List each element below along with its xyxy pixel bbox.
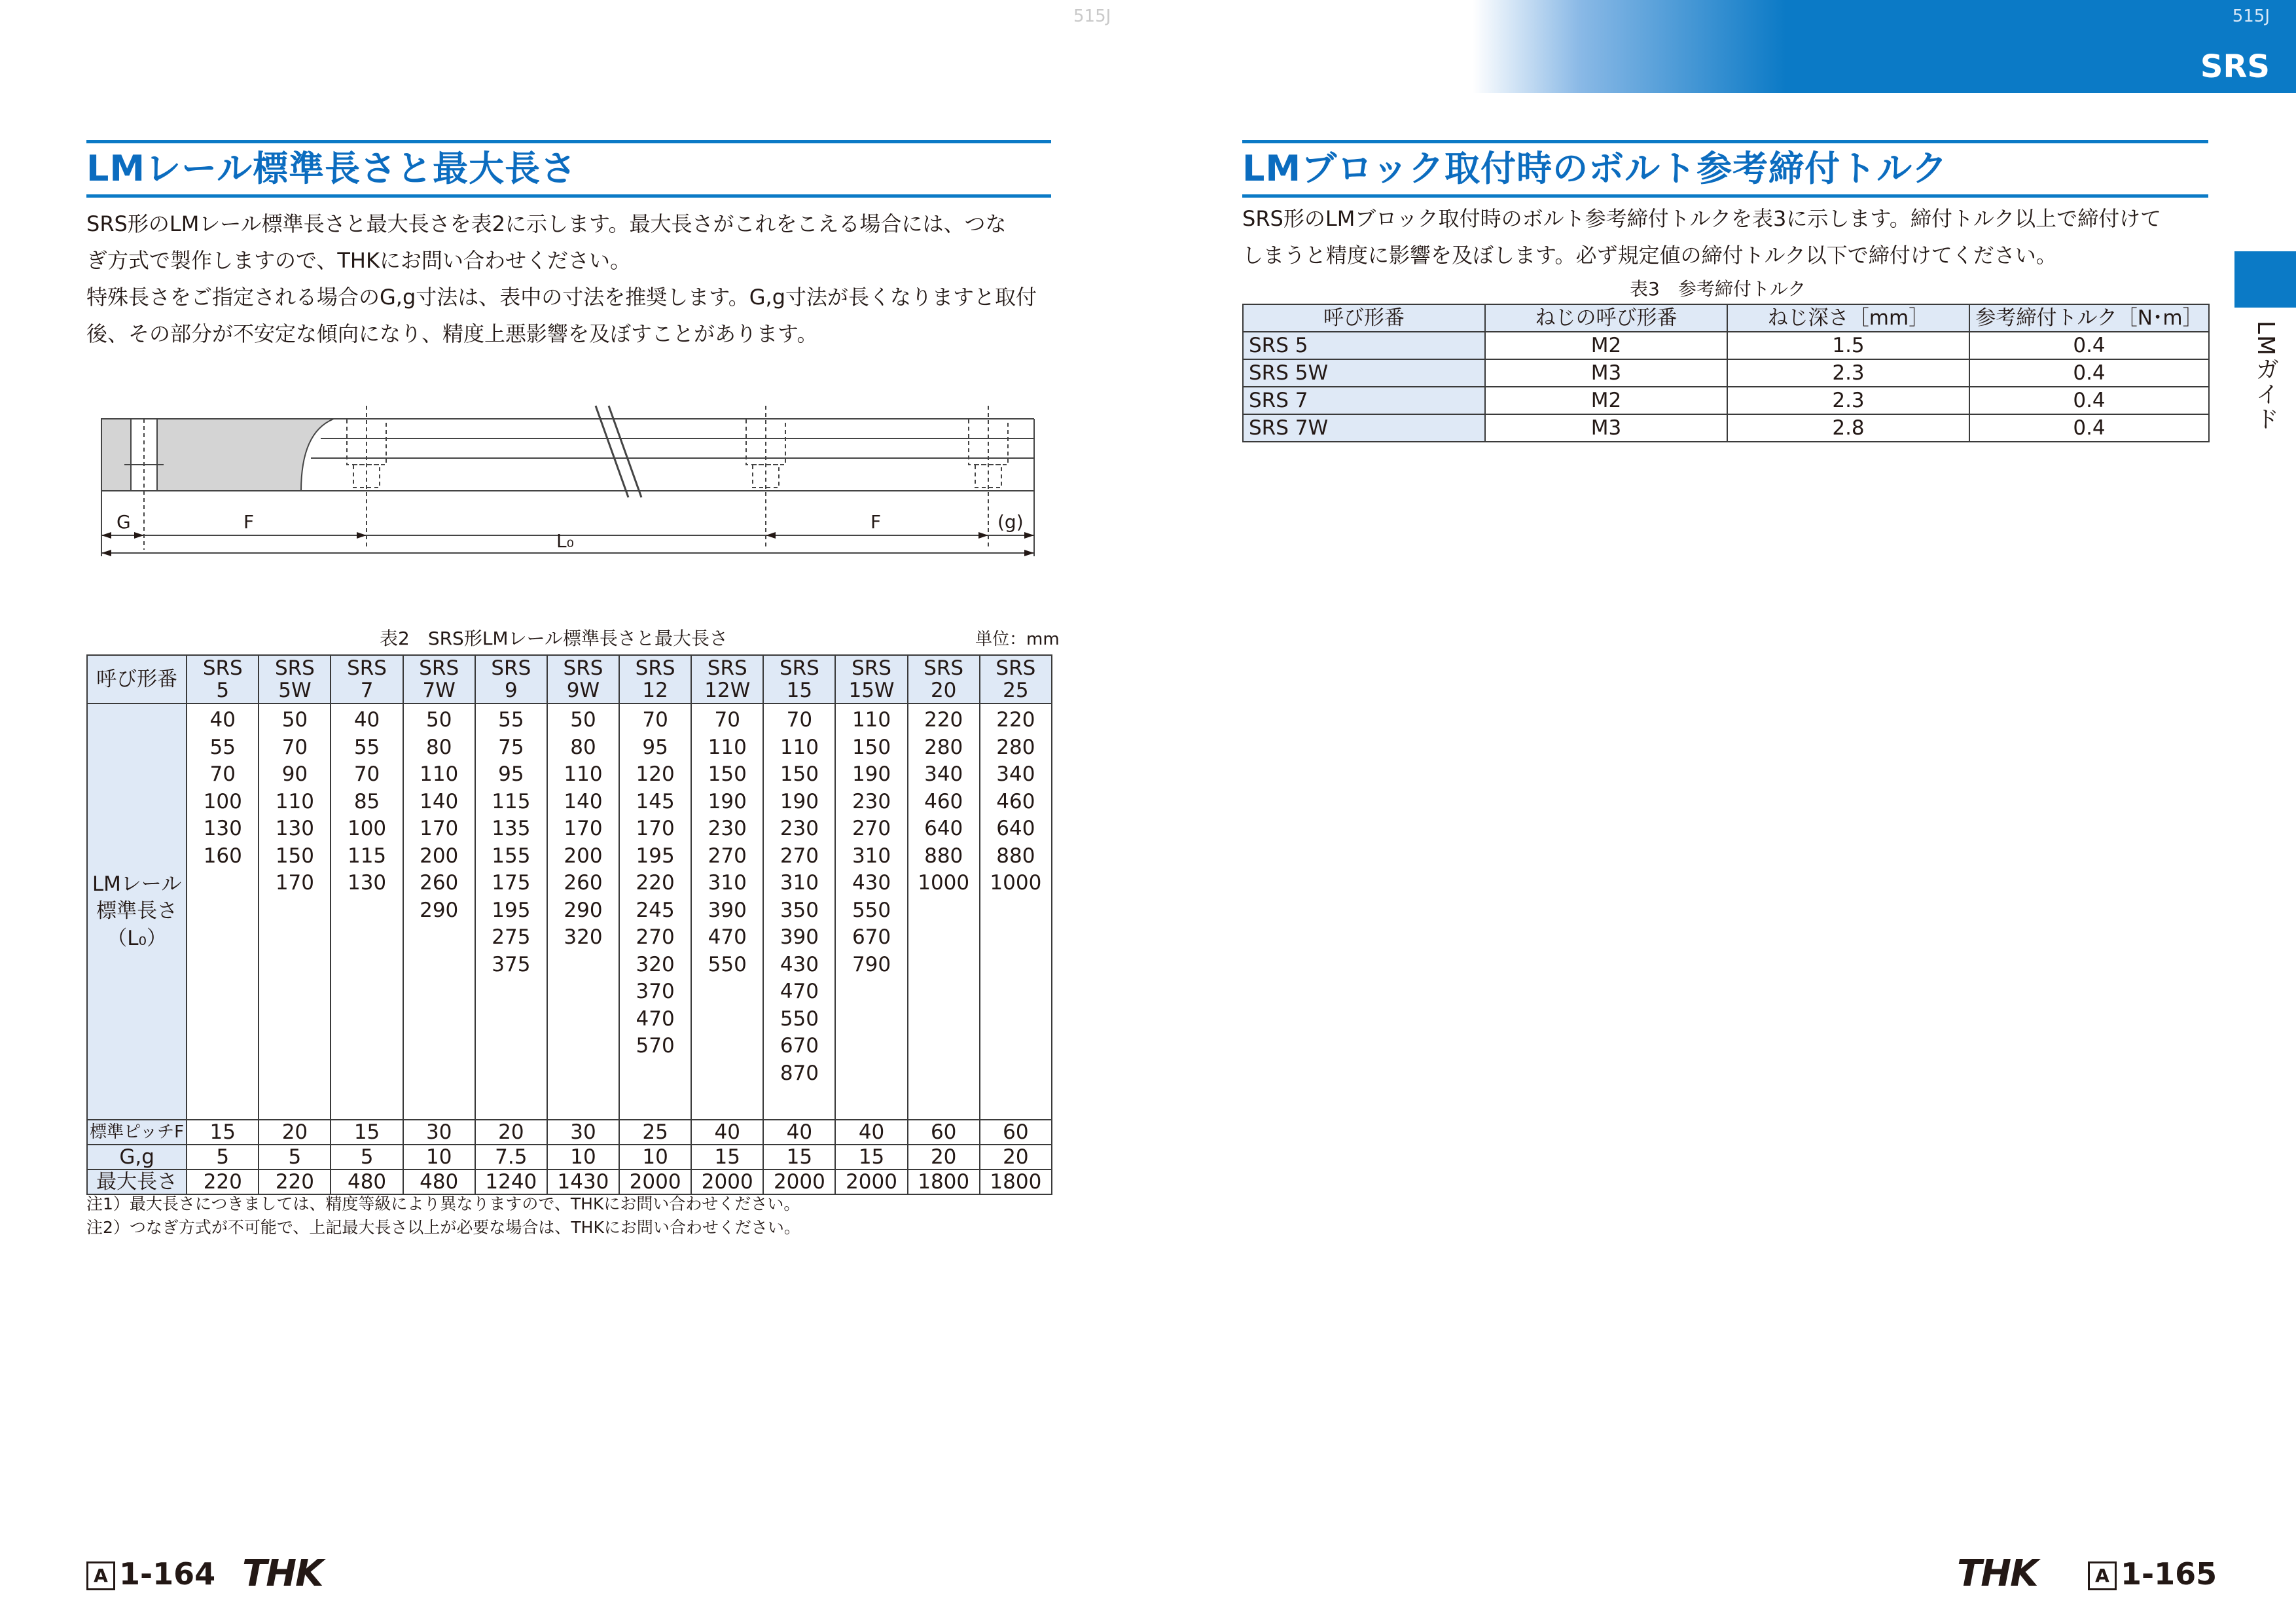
length-value: 95 xyxy=(642,735,668,759)
length-value: 110 xyxy=(708,735,747,759)
length-value: 190 xyxy=(852,762,891,786)
model-header: SRS 7W xyxy=(403,655,475,704)
gg-cell: 15 xyxy=(763,1145,835,1169)
length-value: 120 xyxy=(636,762,675,786)
length-values-cell xyxy=(259,704,331,1120)
length-value: 170 xyxy=(636,817,675,840)
length-value: 260 xyxy=(564,871,603,895)
max-cell: 220 xyxy=(259,1169,331,1194)
length-value: 670 xyxy=(780,1034,819,1058)
max-cell: 2000 xyxy=(619,1169,691,1194)
gg-row-label: G,g xyxy=(87,1145,187,1169)
gg-cell: 10 xyxy=(547,1145,619,1169)
page-code-right: 515J xyxy=(2232,7,2270,26)
max-cell: 1430 xyxy=(547,1169,619,1194)
length-value: 70 xyxy=(353,762,380,786)
length-value: 130 xyxy=(203,817,242,840)
length-value: 270 xyxy=(636,925,675,949)
length-values-cell xyxy=(331,704,403,1120)
length-value: 640 xyxy=(924,817,963,840)
length-value: 90 xyxy=(281,762,308,786)
model-cell: SRS 7 xyxy=(1243,387,1485,414)
length-value: 55 xyxy=(209,735,236,759)
side-tab-label: LMガイド xyxy=(2252,321,2279,432)
torque-cell: 0.4 xyxy=(1969,414,2209,442)
header-band xyxy=(1473,0,2296,93)
length-value: 340 xyxy=(996,762,1035,786)
table-row xyxy=(1243,414,2209,442)
length-value: 640 xyxy=(996,817,1035,840)
max-cell: 1800 xyxy=(980,1169,1052,1194)
length-value: 270 xyxy=(708,844,747,868)
length-value: 310 xyxy=(780,871,819,895)
max-cell: 2000 xyxy=(763,1169,835,1194)
left-page-number: A 1-164 xyxy=(86,1556,215,1592)
right-paragraph-line: しまうと精度に影響を及ぼします。必ず規定値の締付トルク以下で締付けてください。 xyxy=(1242,243,2057,268)
max-cell: 1240 xyxy=(475,1169,547,1194)
length-value: 260 xyxy=(420,871,459,895)
length-value: 550 xyxy=(780,1007,819,1031)
length-value: 200 xyxy=(564,844,603,868)
length-value: 130 xyxy=(347,871,387,895)
length-value: 310 xyxy=(708,871,747,895)
side-tab-marker xyxy=(2234,251,2296,308)
screw-cell: M3 xyxy=(1485,359,1727,387)
depth-cell: 1.5 xyxy=(1727,332,1969,359)
model-header: SRS 20 xyxy=(908,655,980,704)
gg-cell: 10 xyxy=(619,1145,691,1169)
length-value: 570 xyxy=(636,1034,675,1058)
pitch-cell: 15 xyxy=(331,1120,403,1145)
max-cell: 480 xyxy=(403,1169,475,1194)
length-values-cell xyxy=(403,704,475,1120)
length-value: 140 xyxy=(420,789,459,813)
table3-torque xyxy=(1242,304,2210,442)
pitch-cell: 15 xyxy=(187,1120,259,1145)
thk-logo-left: THK xyxy=(242,1552,323,1595)
length-value: 230 xyxy=(780,817,819,840)
length-value: 110 xyxy=(780,735,819,759)
length-value: 470 xyxy=(708,925,747,949)
pitch-cell: 30 xyxy=(547,1120,619,1145)
length-value: 290 xyxy=(420,898,459,922)
model-header: SRS 15 xyxy=(763,655,835,704)
length-value: 55 xyxy=(353,735,380,759)
length-value: 460 xyxy=(924,789,963,813)
length-value: 230 xyxy=(708,817,747,840)
length-value: 1000 xyxy=(990,871,1042,895)
screw-cell: M2 xyxy=(1485,332,1727,359)
length-values-cell xyxy=(763,704,835,1120)
length-value: 70 xyxy=(281,735,308,759)
length-value: 130 xyxy=(275,817,314,840)
length-values-cell xyxy=(547,704,619,1120)
length-value: 50 xyxy=(570,708,596,732)
torque-cell: 0.4 xyxy=(1969,332,2209,359)
gg-cell: 20 xyxy=(980,1145,1052,1169)
length-value: 275 xyxy=(492,925,531,949)
length-value: 150 xyxy=(708,762,747,786)
table3-header: 参考締付トルク［N･m］ xyxy=(1969,304,2209,332)
table2-caption: 表2 SRS形LMレール標準長さと最大長さ xyxy=(380,628,728,649)
pitch-cell: 25 xyxy=(619,1120,691,1145)
torque-cell: 0.4 xyxy=(1969,387,2209,414)
model-header: SRS 12W xyxy=(691,655,763,704)
max-cell: 480 xyxy=(331,1169,403,1194)
length-value: 350 xyxy=(780,898,819,922)
length-value: 160 xyxy=(203,844,242,868)
model-header: SRS 7 xyxy=(331,655,403,704)
screw-cell: M2 xyxy=(1485,387,1727,414)
torque-cell: 0.4 xyxy=(1969,359,2209,387)
rail-diagram xyxy=(85,393,1054,563)
length-value: 110 xyxy=(564,762,603,786)
length-value: 270 xyxy=(852,817,891,840)
table-row xyxy=(1243,332,2209,359)
length-value: 550 xyxy=(708,952,747,976)
length-value: 145 xyxy=(636,789,675,813)
length-value: 85 xyxy=(353,789,380,813)
table2-unit: 単位：mm xyxy=(975,630,1060,649)
length-values-cell xyxy=(691,704,763,1120)
model-cell: SRS 7W xyxy=(1243,414,1485,442)
pitch-cell: 40 xyxy=(691,1120,763,1145)
table-row xyxy=(1243,387,2209,414)
pitch-cell: 30 xyxy=(403,1120,475,1145)
left-paragraph-line: SRS形のLMレール標準長さと最大長さを表2に示します。最大長さがこれをこえる場合には、つな xyxy=(86,211,1007,236)
table3-header: ねじ深さ［mm］ xyxy=(1727,304,1969,332)
model-header: SRS 5 xyxy=(187,655,259,704)
section-box: A xyxy=(86,1561,115,1590)
gg-cell: 5 xyxy=(259,1145,331,1169)
pitch-cell: 60 xyxy=(908,1120,980,1145)
screw-cell: M3 xyxy=(1485,414,1727,442)
pitch-cell: 20 xyxy=(475,1120,547,1145)
length-value: 280 xyxy=(924,735,963,759)
left-description xyxy=(86,205,1055,352)
gg-cell: 10 xyxy=(403,1145,475,1169)
dim-label-g: G xyxy=(117,511,131,533)
length-value: 175 xyxy=(492,871,531,895)
length-value: 110 xyxy=(420,762,459,786)
length-value: 150 xyxy=(780,762,819,786)
dim-label-f-right: F xyxy=(870,511,882,533)
pitch-cell: 40 xyxy=(835,1120,907,1145)
table2-notes xyxy=(86,1192,800,1240)
length-value: 50 xyxy=(281,708,308,732)
length-value: 245 xyxy=(636,898,675,922)
length-value: 370 xyxy=(636,980,675,1003)
length-value: 40 xyxy=(209,708,236,732)
table-row xyxy=(1243,359,2209,387)
length-value: 470 xyxy=(780,980,819,1003)
length-value: 170 xyxy=(275,871,314,895)
length-value: 290 xyxy=(564,898,603,922)
length-value: 870 xyxy=(780,1061,819,1085)
right-description xyxy=(1242,200,2211,274)
note-line: 注2）つなぎ方式が不可能で、上記最大長さ以上が必要な場合は、THKにお問い合わせください。 xyxy=(86,1218,800,1237)
length-value: 70 xyxy=(786,708,813,732)
length-value: 135 xyxy=(492,817,531,840)
dim-label-f-left: F xyxy=(243,511,255,533)
length-values-cell xyxy=(619,704,691,1120)
length-value: 70 xyxy=(642,708,668,732)
length-value: 390 xyxy=(708,898,747,922)
gg-cell: 15 xyxy=(691,1145,763,1169)
length-value: 115 xyxy=(347,844,387,868)
length-values-cell xyxy=(835,704,907,1120)
page-code-left: 515J xyxy=(1073,7,1111,26)
model-header: SRS 12 xyxy=(619,655,691,704)
left-paragraph-line: 後、その部分が不安定な傾向になり、精度上悪影響を及ぼすことがあります。 xyxy=(86,321,818,346)
left-paragraph-line: 特殊長さをご指定される場合のG,g寸法は、表中の寸法を推奨します。G,g寸法が長くなりますと取付 xyxy=(86,285,1037,310)
gg-cell: 5 xyxy=(331,1145,403,1169)
model-header: SRS 5W xyxy=(259,655,331,704)
length-value: 340 xyxy=(924,762,963,786)
length-value: 460 xyxy=(996,789,1035,813)
table3-header: ねじの呼び形番 xyxy=(1485,304,1727,332)
length-value: 140 xyxy=(564,789,603,813)
length-value: 40 xyxy=(353,708,380,732)
length-value: 115 xyxy=(492,789,531,813)
model-header: SRS 9W xyxy=(547,655,619,704)
length-value: 95 xyxy=(498,762,524,786)
model-header: SRS 15W xyxy=(835,655,907,704)
length-values-cell xyxy=(187,704,259,1120)
left-section-title: LMレール標準長さと最大長さ xyxy=(86,140,1051,198)
length-value: 75 xyxy=(498,735,524,759)
length-values-cell xyxy=(908,704,980,1120)
depth-cell: 2.3 xyxy=(1727,359,1969,387)
gg-cell: 5 xyxy=(187,1145,259,1169)
length-value: 880 xyxy=(924,844,963,868)
length-value: 430 xyxy=(852,871,891,895)
length-values-cell xyxy=(980,704,1052,1120)
length-value: 55 xyxy=(498,708,524,732)
model-cell: SRS 5W xyxy=(1243,359,1485,387)
dim-label-g-right: (g) xyxy=(997,511,1024,533)
length-value: 170 xyxy=(564,817,603,840)
length-value: 190 xyxy=(708,789,747,813)
length-value: 375 xyxy=(492,952,531,976)
length-value: 1000 xyxy=(918,871,970,895)
table3-header: 呼び形番 xyxy=(1243,304,1485,332)
right-paragraph-line: SRS形のLMブロック取付時のボルト参考締付トルクを表3に示します。締付トルク以上で締付けて xyxy=(1242,206,2162,231)
series-title: SRS xyxy=(2200,48,2270,85)
length-value: 220 xyxy=(996,708,1035,732)
dim-label-l0: L₀ xyxy=(556,530,574,552)
table2-header-label: 呼び形番 xyxy=(87,655,187,704)
model-header: SRS 9 xyxy=(475,655,547,704)
length-value: 110 xyxy=(275,789,314,813)
note-line: 注1）最大長さにつきましては、精度等級により異なりますので、THKにお問い合わせください。 xyxy=(86,1194,800,1213)
length-value: 155 xyxy=(492,844,531,868)
length-row-label: LMレール 標準長さ （L₀） xyxy=(87,704,187,1120)
table3-caption: 表3 参考締付トルク xyxy=(1630,278,1806,300)
length-value: 190 xyxy=(780,789,819,813)
max-cell: 220 xyxy=(187,1169,259,1194)
gg-cell: 15 xyxy=(835,1145,907,1169)
left-paragraph-line: ぎ方式で製作しますので、THKにお問い合わせください。 xyxy=(86,248,631,273)
length-value: 310 xyxy=(852,844,891,868)
pitch-row-label: 標準ピッチF xyxy=(87,1120,187,1145)
length-value: 110 xyxy=(852,708,891,732)
depth-cell: 2.8 xyxy=(1727,414,1969,442)
length-value: 230 xyxy=(852,789,891,813)
length-value: 430 xyxy=(780,952,819,976)
length-value: 70 xyxy=(714,708,740,732)
length-value: 390 xyxy=(780,925,819,949)
length-value: 170 xyxy=(420,817,459,840)
right-page-number: A 1-165 xyxy=(2088,1556,2217,1592)
length-value: 200 xyxy=(420,844,459,868)
length-value: 550 xyxy=(852,898,891,922)
max-row-label: 最大長さ xyxy=(87,1169,187,1194)
length-value: 220 xyxy=(924,708,963,732)
length-value: 790 xyxy=(852,952,891,976)
model-header: SRS 25 xyxy=(980,655,1052,704)
max-cell: 2000 xyxy=(691,1169,763,1194)
length-value: 70 xyxy=(209,762,236,786)
gg-cell: 7.5 xyxy=(475,1145,547,1169)
length-value: 280 xyxy=(996,735,1035,759)
length-value: 50 xyxy=(425,708,452,732)
length-value: 100 xyxy=(347,817,387,840)
max-cell: 1800 xyxy=(908,1169,980,1194)
pitch-cell: 60 xyxy=(980,1120,1052,1145)
length-value: 195 xyxy=(636,844,675,868)
length-value: 320 xyxy=(564,925,603,949)
gg-cell: 20 xyxy=(908,1145,980,1169)
length-value: 195 xyxy=(492,898,531,922)
section-box: A xyxy=(2088,1561,2117,1590)
length-value: 220 xyxy=(636,871,675,895)
right-section-title: LMブロック取付時のボルト参考締付トルク xyxy=(1242,140,2208,198)
length-value: 80 xyxy=(570,735,596,759)
length-value: 100 xyxy=(203,789,242,813)
model-cell: SRS 5 xyxy=(1243,332,1485,359)
length-value: 150 xyxy=(852,735,891,759)
length-value: 270 xyxy=(780,844,819,868)
length-value: 880 xyxy=(996,844,1035,868)
pitch-cell: 40 xyxy=(763,1120,835,1145)
thk-logo-right: THK xyxy=(1957,1552,2037,1595)
length-value: 320 xyxy=(636,952,675,976)
length-values-cell xyxy=(475,704,547,1120)
length-value: 470 xyxy=(636,1007,675,1031)
table2-rail-lengths xyxy=(86,654,1052,1195)
length-value: 150 xyxy=(275,844,314,868)
length-value: 670 xyxy=(852,925,891,949)
depth-cell: 2.3 xyxy=(1727,387,1969,414)
length-value: 80 xyxy=(425,735,452,759)
max-cell: 2000 xyxy=(835,1169,907,1194)
pitch-cell: 20 xyxy=(259,1120,331,1145)
